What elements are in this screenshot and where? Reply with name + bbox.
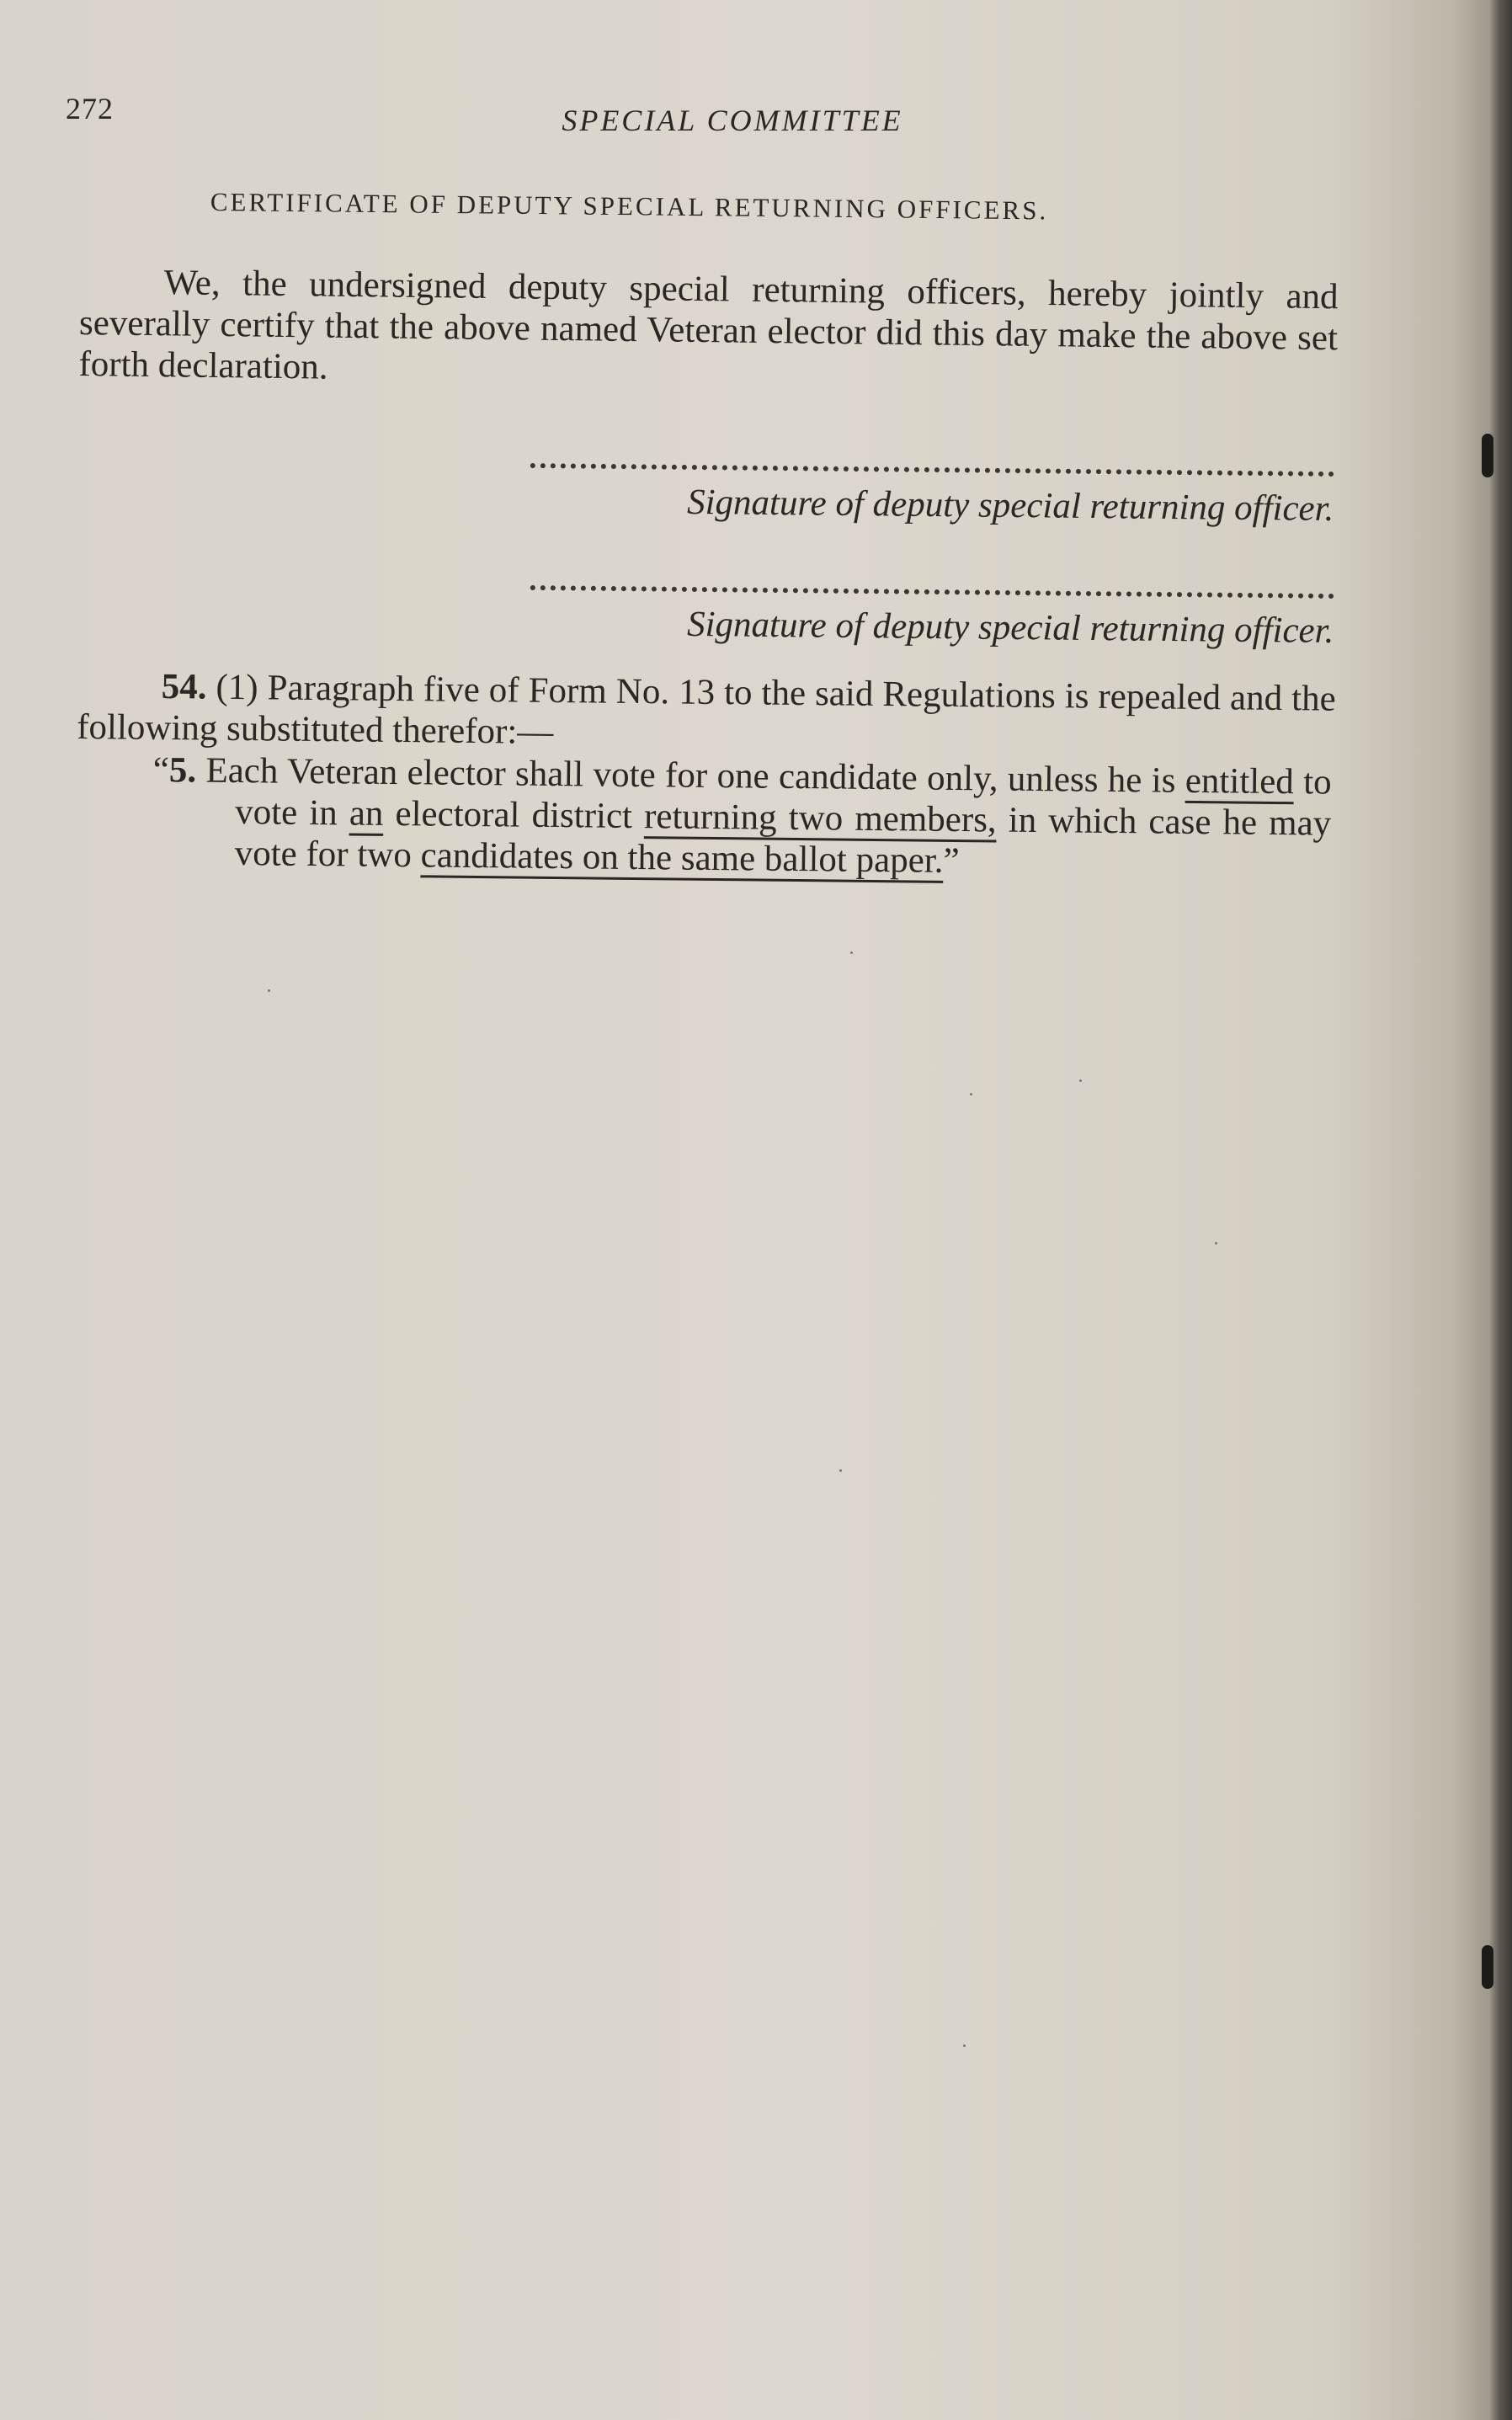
signature-dotted-line	[530, 577, 1334, 599]
signature-line	[530, 455, 1334, 530]
quoted-text: in which case he may vote for two	[234, 800, 1332, 876]
certificate-title: CERTIFICATE OF DEPUTY SPECIAL RETURNING OFFICERS.	[210, 187, 1049, 226]
quoted-paragraph	[152, 749, 1331, 886]
quoted-text: Each Veteran elector shall vote for one candidate only, unless he is	[205, 750, 1176, 801]
signature-line	[530, 577, 1334, 652]
underlined-text: returning two members,	[643, 797, 997, 840]
amendment-text: (1) Paragraph five of Form No. 13 to the said Regulations is repealed and the following substituted therefor:—	[76, 667, 1336, 752]
page-number: 272	[66, 92, 114, 125]
signature-label: Signature of deputy special returning officer.	[686, 482, 1334, 529]
amendment-number: 54.	[161, 667, 207, 707]
underlined-text: an	[349, 793, 384, 834]
quoted-text: to vote in	[234, 762, 1332, 834]
close-quote: ”	[943, 840, 960, 882]
running-head: SPECIAL COMMITTEE	[562, 104, 903, 137]
paper-speck	[839, 1469, 842, 1472]
quoted-paragraph-number: 5.	[168, 750, 197, 791]
underlined-text: candidates on the same ballot paper.	[420, 835, 944, 881]
quoted-text: electoral district	[395, 794, 633, 836]
signature-label: Signature of deputy special returning officer.	[686, 604, 1334, 651]
certificate-text: We, the undersigned deputy special returning officers, hereby jointly and severally certify that the above named Veteran elector did this day make the above set forth declaration.	[78, 263, 1339, 387]
paper-speck	[850, 951, 853, 954]
paper-speck	[1215, 1242, 1217, 1245]
underlined-text: entitled	[1185, 760, 1295, 802]
paper-speck	[970, 1093, 972, 1095]
paper-speck	[1079, 1079, 1082, 1082]
binding-clip	[1482, 1945, 1493, 1989]
open-quote: “	[152, 749, 170, 791]
amendment-paragraph	[77, 665, 1336, 761]
book-spine-shadow	[1488, 0, 1512, 2420]
paper-speck	[268, 989, 270, 992]
signature-dotted-line	[530, 455, 1334, 477]
paper-speck	[963, 2044, 966, 2047]
binding-clip	[1482, 434, 1493, 477]
